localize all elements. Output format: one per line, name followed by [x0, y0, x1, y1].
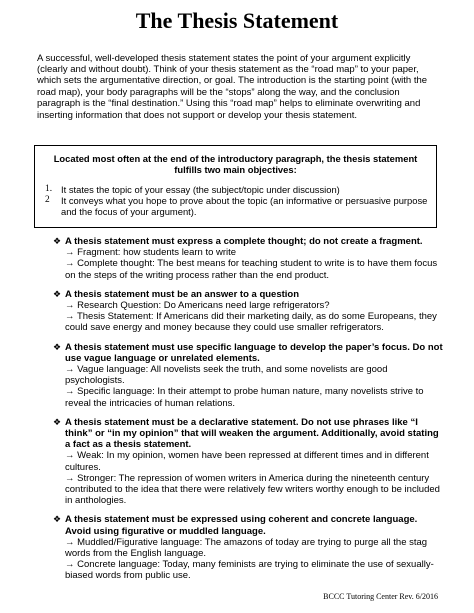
requirement-heading: A thesis statement must be expressed using coherent and concrete language. Avoid using figurative or muddled language. — [65, 514, 418, 537]
intro-paragraph: A successful, well-developed thesis statement states the point of your argument explicitly (clearly and without doubt). Think of your thesis statement as the “road map” to your paper, which sets the argumentative direction, or goal. The introduction is the starting point (with the road map), your body paragraphs will be the “stops” along the way, and the conclusion paragraph is the “final destination.” Using this “road map” helps to eliminate overwriting and inserting information that does not support or develop your thesis statement. — [37, 52, 428, 121]
requirement-item — [53, 236, 443, 281]
example-text: → Stronger: The repression of women writers in America during the nineteenth century contributed to the idea that there were relatively few writers worthy enough to be included in anthologies. — [65, 472, 440, 507]
diamond-bullet-icon: ❖ — [53, 341, 62, 352]
requirements-list — [53, 236, 443, 590]
objective-text: It states the topic of your essay (the subject/topic under discussion) — [61, 183, 340, 195]
example-text: → Complete thought: The best means for teaching student to write is to have them focus on the steps of the writing process rather than the end product. — [65, 258, 438, 281]
example-text: → Specific language: In their attempt to probe human nature, many novelists strive to reveal the intricacies of human relations. — [65, 386, 424, 409]
diamond-bullet-icon: ❖ — [53, 288, 62, 299]
example-text: → Weak: In my opinion, women have been repressed at different times and in different cultures. — [65, 450, 429, 473]
example-text: → Muddled/Figurative language: The amazons of today are trying to purge all the stag words from the English language. — [65, 536, 428, 560]
objective-number: 1. — [45, 183, 53, 194]
requirement-item — [53, 342, 443, 409]
diamond-bullet-icon: ❖ — [53, 514, 62, 525]
objectives-heading: Located most often at the end of the introductory paragraph, the thesis statement fulfills two main objectives: — [53, 153, 418, 176]
example-text: → Fragment: how students learn to write — [65, 247, 237, 259]
diamond-bullet-icon: ❖ — [53, 416, 62, 427]
requirement-heading: A thesis statement must express a complete thought; do not create a fragment. — [65, 236, 423, 247]
footer-revision: BCCC Tutoring Center Rev. 6/2016 — [323, 592, 438, 601]
requirement-item — [53, 289, 443, 334]
document-title: The Thesis Statement — [135, 8, 339, 33]
requirement-item — [53, 417, 443, 507]
requirement-heading: A thesis statement must be a declarative statement. Do not use phrases like “I think” or “in my opinion” that will weaken the argument. Additionally, avoid stating a fact as a thesis statement. — [65, 416, 439, 451]
example-text: → Research Question: Do Americans need large refrigerators? — [65, 300, 330, 312]
objective-item — [45, 184, 430, 195]
example-text: → Concrete language: Today, many feminists are trying to eliminate the use of sexually-biased words from public use. — [65, 559, 434, 582]
objective-number: 2 — [45, 194, 50, 205]
example-text: → Vague language: All novelists seek the truth, and some novelists are good psychologists. — [65, 364, 388, 387]
requirement-heading: A thesis statement must be an answer to a question — [65, 288, 300, 300]
requirement-item — [53, 514, 443, 581]
requirement-heading: A thesis statement must use specific language to develop the paper’s focus. Do not use vague language or unrelated elements. — [65, 341, 443, 364]
objective-text: It conveys what you hope to prove about the topic (an informative or persuasive purpose and the focus of your argument). — [61, 194, 428, 218]
objectives-list — [45, 184, 430, 218]
diamond-bullet-icon: ❖ — [53, 236, 62, 246]
objectives-box — [34, 145, 437, 228]
objective-item — [45, 195, 430, 218]
example-text: → Thesis Statement: If Americans did their marketing daily, as do some Europeans, they could save energy and money because they could use smaller refrigerators. — [65, 311, 437, 334]
